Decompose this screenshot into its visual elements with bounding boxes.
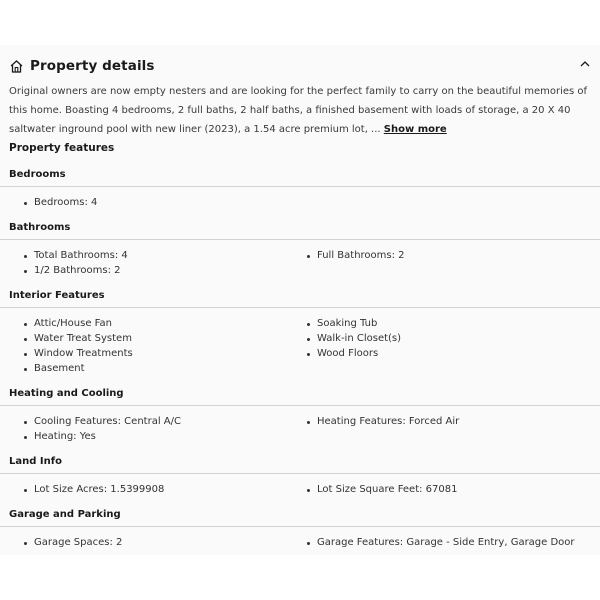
section-title: Property details [30,58,155,74]
house-icon [9,59,24,74]
list-item: Total Bathrooms: 4 [34,250,128,261]
list-item: Lot Size Square Feet: 67081 [317,484,458,495]
list-item: 1/2 Bathrooms: 2 [34,265,121,276]
divider [0,405,600,406]
list-item: Soaking Tub [317,318,378,329]
divider [0,186,600,187]
show-more-link[interactable]: Show more [383,124,447,135]
bathrooms-heading: Bathrooms [9,222,71,233]
list-item: Heating: Yes [34,431,96,442]
interior-features-heading: Interior Features [9,290,105,301]
land-info-heading: Land Info [9,456,62,467]
list-item: Attic/House Fan [34,318,112,329]
list-item: Full Bathrooms: 2 [317,250,405,261]
chevron-up-icon[interactable] [578,57,592,71]
list-item: Garage Features: Garage - Side Entry, Garage Door [317,537,575,548]
heating-cooling-heading: Heating and Cooling [9,388,124,399]
property-description [9,82,594,139]
garage-parking-heading: Garage and Parking [9,509,121,520]
bedrooms-heading: Bedrooms [9,169,66,180]
list-item: Wood Floors [317,348,379,359]
list-item: Lot Size Acres: 1.5399908 [34,484,165,495]
divider [0,307,600,308]
list-item: Basement [34,363,85,374]
property-details-panel [0,45,600,555]
divider [0,526,600,527]
divider [0,239,600,240]
property-details-header[interactable] [9,55,594,77]
list-item: Walk-in Closet(s) [317,333,402,344]
list-item: Window Treatments [34,348,133,359]
description-text: Original owners are now empty nesters and are looking for the perfect family to carry on the beautiful memories of this home. Boasting 4 bedrooms, 2 full baths, 2 half baths, a finished basement with loads of storage, a 20 X 40 saltwater inground pool with new liner (2023), a 1.54 acre premium lot, ... [9,86,588,135]
list-item: Bedrooms: 4 [34,197,98,208]
list-item: Garage Spaces: 2 [34,537,123,548]
list-item: Water Treat System [34,333,132,344]
list-item: Heating Features: Forced Air [317,416,460,427]
divider [0,473,600,474]
list-item: Cooling Features: Central A/C [34,416,181,427]
features-heading: Property features [9,142,115,154]
